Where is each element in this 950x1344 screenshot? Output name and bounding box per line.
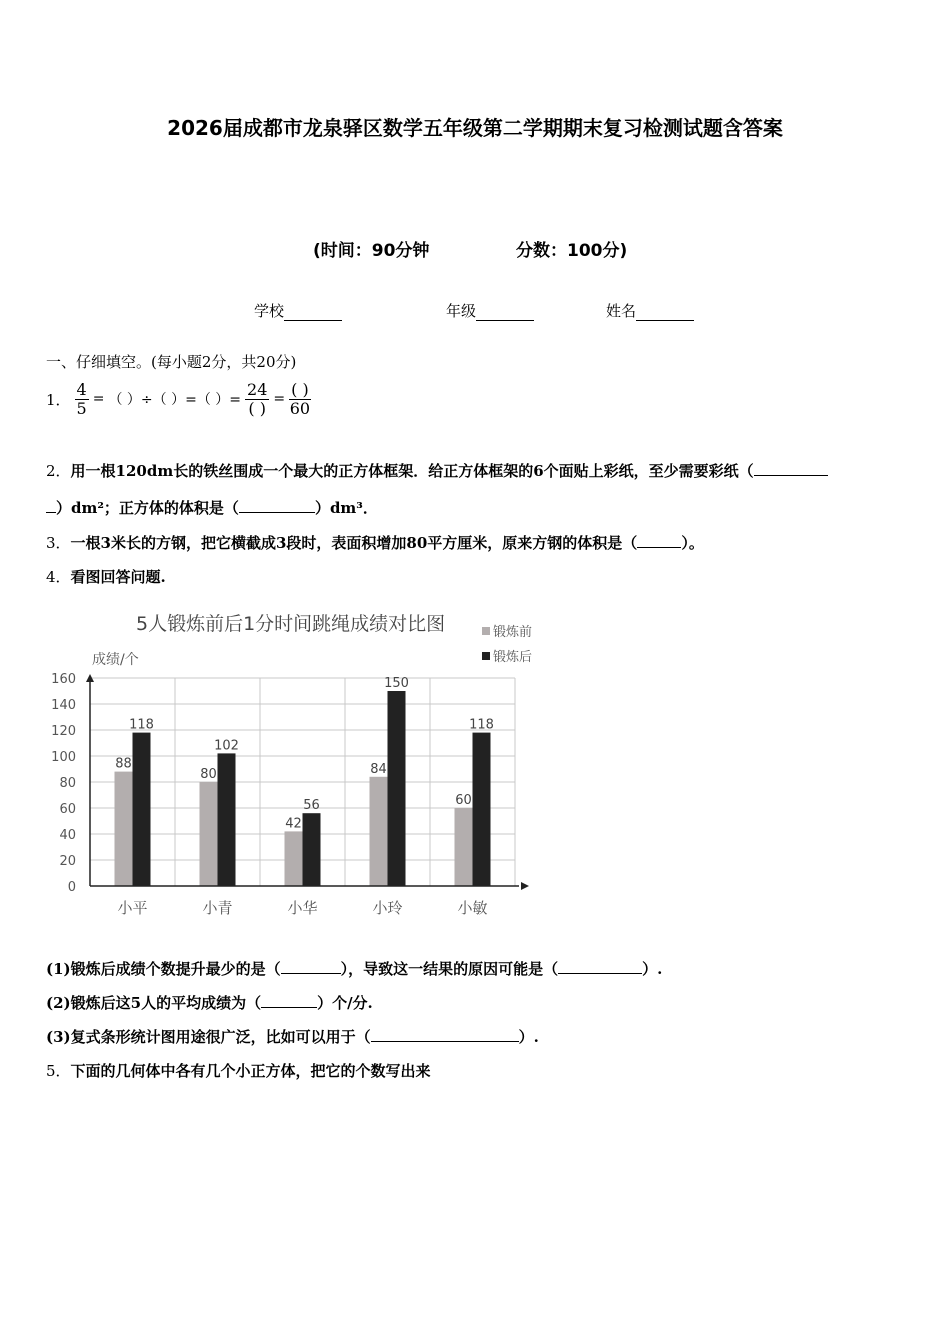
q4-1-blank-1[interactable] xyxy=(281,959,341,974)
question-4: 4．看图回答问题. xyxy=(46,568,166,586)
x-tick-label: 小敏 xyxy=(457,899,488,917)
bar-before xyxy=(200,782,218,886)
school-blank[interactable] xyxy=(284,304,342,321)
q3-blank[interactable] xyxy=(637,533,681,548)
fraction-24-blank: $\frac{24}{( )}$ xyxy=(247,379,268,418)
name-label: 姓名 xyxy=(606,302,637,320)
y-tick-label: 40 xyxy=(59,828,76,843)
x-tick-label: 小玲 xyxy=(372,899,403,917)
q4-3-blank[interactable] xyxy=(371,1027,519,1042)
bar-chart xyxy=(40,600,560,930)
school-field xyxy=(254,300,342,321)
q4-2-blank[interactable] xyxy=(261,993,317,1008)
q3-number: 3． xyxy=(46,534,71,552)
question-2-line-2: ）dm²；正方体的体积是（ ）dm³． xyxy=(46,497,378,518)
exam-time: (时间：90分钟 xyxy=(313,241,430,261)
question-4-part-2: (2)锻炼后这5人的平均成绩为（ ）个/分. xyxy=(46,994,373,1012)
q4-1-blank-2[interactable] xyxy=(558,959,642,974)
chart-title: 5人锻炼前后1分时间跳绳成绩对比图 xyxy=(136,613,446,635)
q2-blank-1-cont[interactable] xyxy=(46,498,56,513)
x-tick-label: 小平 xyxy=(117,899,148,917)
q1-number: 1． xyxy=(46,390,71,409)
q1-blanks[interactable]: （ ）÷（ ）=（ ）= xyxy=(108,392,242,408)
question-1: 1． $\frac{4}{5}$ = （ ）÷（ ）=（ ）= $\frac{24}{( )}$ = $\frac{( )}{60}$ xyxy=(46,379,311,418)
grade-blank[interactable] xyxy=(476,304,534,321)
name-field xyxy=(606,300,694,321)
bar-value-label: 88 xyxy=(115,756,132,772)
question-3: 3．一根3米长的方钢，把它横截成3段时，表面积增加80平方厘米，原来方钢的体积是（ ）。 xyxy=(46,534,704,552)
q4-number: 4． xyxy=(46,568,71,586)
y-tick-label: 120 xyxy=(51,724,76,739)
legend-swatch xyxy=(482,652,490,660)
question-4-part-3: (3)复式条形统计图用途很广泛，比如可以用于（ ）. xyxy=(46,1028,539,1046)
bar-after xyxy=(133,733,151,886)
y-axis-label: 成绩/个 xyxy=(92,652,139,668)
y-tick-label: 80 xyxy=(59,776,76,791)
x-axis-arrow xyxy=(521,882,529,890)
bar-after xyxy=(303,813,321,886)
fraction-blank-60: $\frac{( )}{60}$ xyxy=(289,379,311,418)
bar-value-label: 60 xyxy=(455,793,472,808)
legend-label: 锻炼前 xyxy=(493,625,533,640)
y-tick-label: 160 xyxy=(51,672,76,687)
y-tick-label: 0 xyxy=(67,880,76,895)
q5-number: 5． xyxy=(46,1062,71,1080)
bar-before xyxy=(455,808,473,886)
question-5: 5．下面的几何体中各有几个小正方体，把它的个数写出来 xyxy=(46,1062,431,1080)
fraction-4-5: $\frac{4}{5}$ xyxy=(76,379,87,418)
grade-label: 年级 xyxy=(446,302,477,320)
q2-blank-1[interactable] xyxy=(754,461,828,476)
bar-before xyxy=(370,777,388,886)
y-tick-label: 60 xyxy=(59,802,76,817)
bar-value-label: 84 xyxy=(370,761,387,777)
legend-label: 锻炼后 xyxy=(493,650,533,665)
page-title: 2026届成都市龙泉驿区数学五年级第二学期期末复习检测试题含答案 xyxy=(167,116,783,140)
bar-after xyxy=(218,753,236,886)
exam-score: 分数：100分) xyxy=(516,241,628,261)
bar-after xyxy=(473,733,491,886)
section-heading: 一、仔细填空。(每小题2分，共20分) xyxy=(46,353,297,371)
bar-value-label: 118 xyxy=(469,717,494,733)
bar-value-label: 80 xyxy=(200,767,217,782)
name-blank[interactable] xyxy=(636,304,694,321)
q2-blank-2[interactable] xyxy=(239,498,315,513)
bar-value-label: 118 xyxy=(129,717,154,733)
q2-number: 2． xyxy=(46,462,71,480)
school-label: 学校 xyxy=(254,302,285,320)
y-tick-label: 100 xyxy=(51,750,76,765)
y-tick-label: 20 xyxy=(59,854,76,869)
bar-before xyxy=(115,772,133,886)
question-2: 2．用一根120dm长的铁丝围成一个最大的正方体框架．给正方体框架的6个面贴上彩纸，至少需要彩纸（ xyxy=(46,460,828,481)
question-4-part-1: (1)锻炼后成绩个数提升最少的是（ ），导致这一结果的原因可能是（ ）. xyxy=(46,960,663,978)
x-tick-label: 小青 xyxy=(202,899,233,917)
x-tick-label: 小华 xyxy=(287,899,318,917)
y-tick-label: 140 xyxy=(51,698,76,713)
bar-before xyxy=(285,831,303,886)
bar-value-label: 150 xyxy=(384,676,409,691)
bar-value-label: 56 xyxy=(303,798,320,814)
legend-swatch xyxy=(482,627,490,635)
bar-value-label: 102 xyxy=(214,738,239,754)
grade-field xyxy=(446,300,534,321)
bar-after xyxy=(388,691,406,886)
bar-value-label: 42 xyxy=(285,816,302,832)
